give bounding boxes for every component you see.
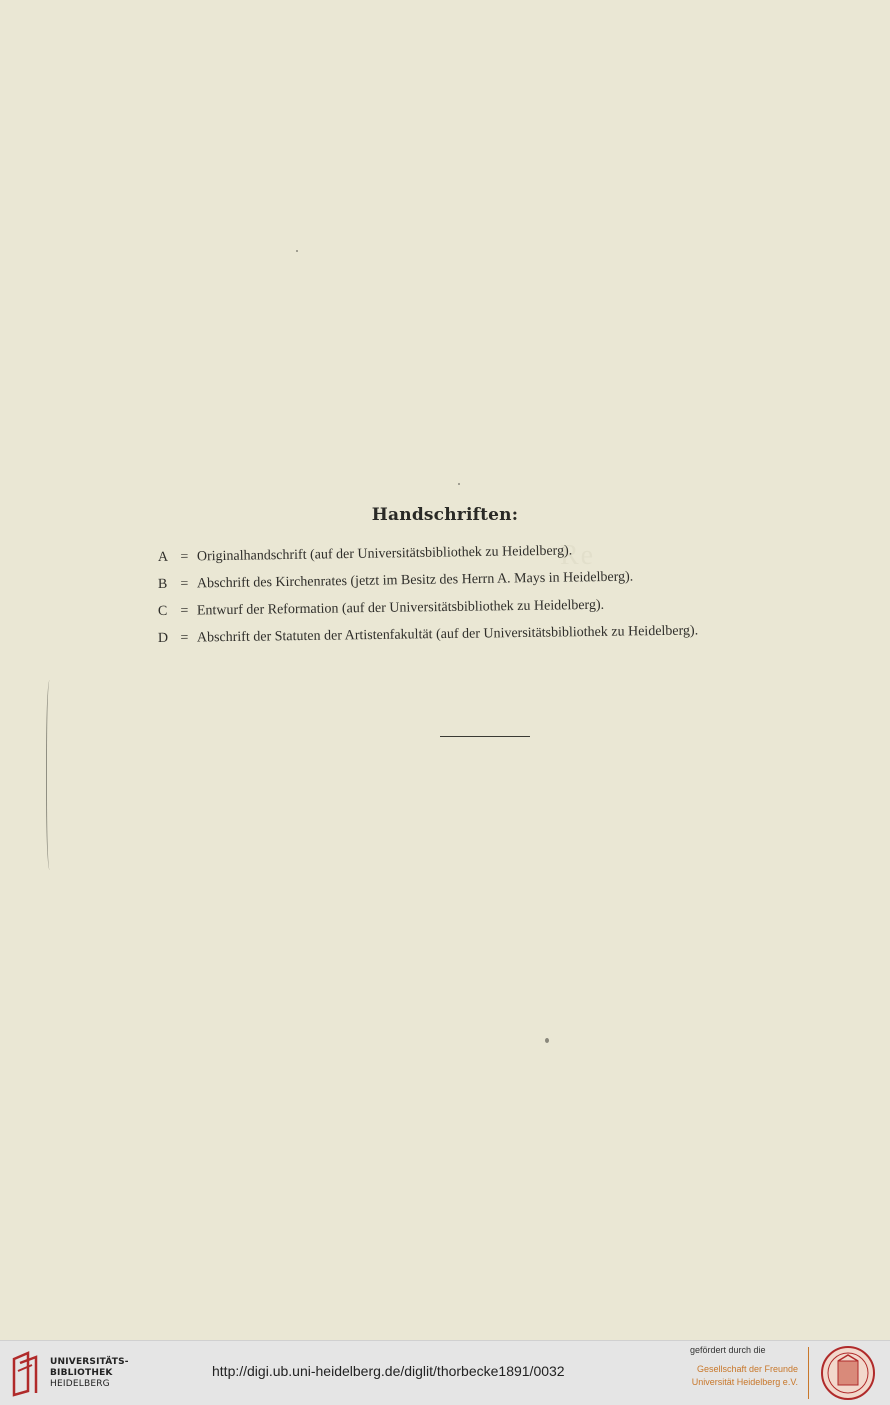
page-heading: Handschriften:	[371, 505, 519, 525]
paper-speck	[296, 250, 298, 252]
entry-key: B	[157, 576, 168, 592]
entry-equals: =	[180, 630, 189, 646]
entry-text: Abschrift der Statuten der Artistenfakultät (auf der Universitätsbibliothek zu Heidelberg).	[196, 623, 699, 646]
society-name	[690, 1363, 798, 1389]
library-logo-icon	[10, 1351, 42, 1397]
library-name-line: BIBLIOTHEK	[50, 1368, 113, 1378]
entry-equals: =	[180, 576, 189, 592]
entry-key: C	[157, 603, 168, 619]
entry-key: A	[157, 549, 169, 565]
library-name-line: UNIVERSITÄTS-	[50, 1357, 129, 1367]
entry-text: Entwurf der Reformation (auf der Universitätsbibliothek zu Heidelberg).	[196, 597, 605, 619]
library-name	[50, 1357, 129, 1390]
entry-text: Abschrift des Kirchenrates (jetzt im Besitz des Herrn A. Mays in Heidelberg).	[196, 569, 634, 592]
paper-speck	[545, 1038, 549, 1043]
manuscript-list	[157, 543, 858, 656]
paper-speck	[458, 483, 460, 485]
entry-key: D	[157, 630, 169, 646]
library-name-line: HEIDELBERG	[50, 1379, 110, 1389]
footer-bar	[0, 1340, 890, 1405]
entry-equals: =	[180, 603, 189, 619]
separator-rule	[440, 736, 530, 737]
entry-equals: =	[180, 549, 189, 565]
footer-divider	[808, 1347, 809, 1399]
entry-text: Originalhandschrift (auf der Universitätsbibliothek zu Heidelberg).	[196, 543, 573, 565]
university-seal-icon	[820, 1345, 876, 1401]
permalink[interactable]: http://digi.ub.uni-heidelberg.de/diglit/thorbecke1891/0032	[212, 1363, 565, 1379]
society-name-line: Universität Heidelberg e.V.	[691, 1377, 798, 1387]
page-edge-mark	[46, 680, 55, 870]
funded-by-label: gefördert durch die	[690, 1345, 766, 1355]
show-through-text: Re	[560, 540, 596, 571]
society-name-line: Gesellschaft der Freunde	[696, 1364, 798, 1374]
